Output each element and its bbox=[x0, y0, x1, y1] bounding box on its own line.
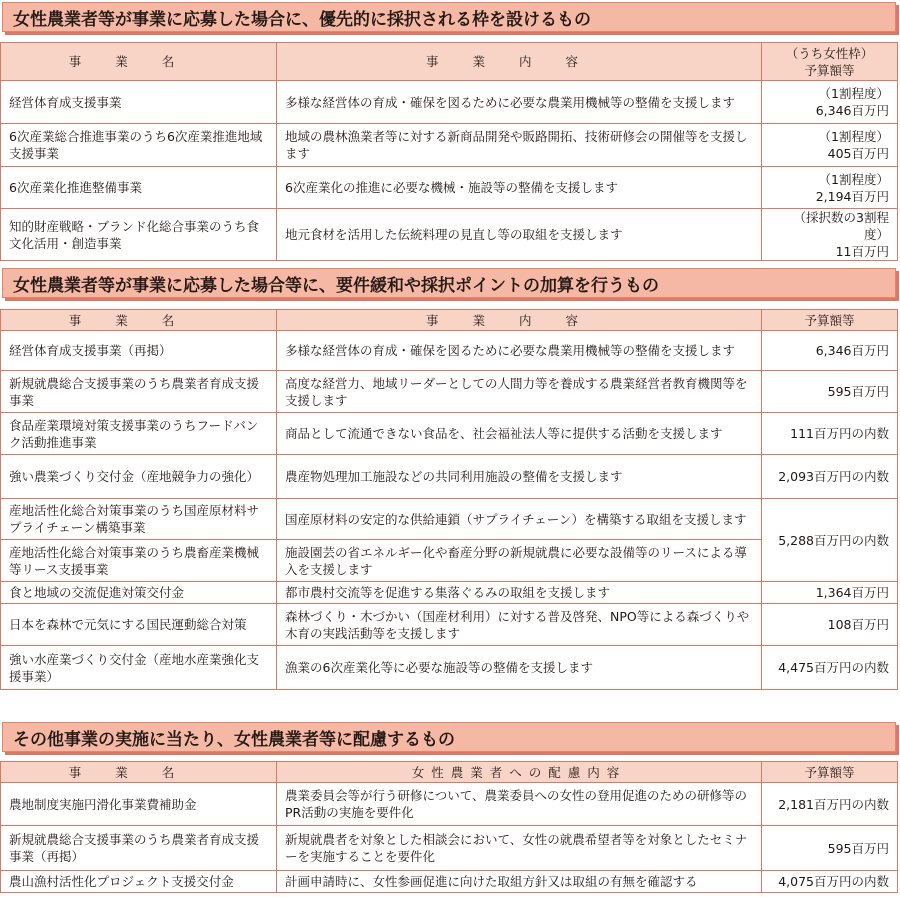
row-name: 6次産業化推進整備事業 bbox=[1, 167, 277, 209]
row-content: 都市農村交流等を促進する集落ぐるみの取組を支援します bbox=[277, 582, 762, 604]
table-row bbox=[1, 209, 898, 261]
row-content: 多様な経営体の育成・確保を図るために必要な農業用機械等の整備を支援します bbox=[277, 81, 762, 124]
row-budget: （1割程度） 6,346百万円 bbox=[762, 81, 898, 124]
table-row bbox=[1, 331, 898, 371]
table-row bbox=[1, 826, 898, 871]
row-budget: 2,181百万円の内数 bbox=[762, 783, 898, 826]
table-row bbox=[1, 783, 898, 826]
row-budget: 5,288百万円の内数 bbox=[762, 499, 898, 582]
row-name: 知的財産戦略・ブランド化総合事業のうち食文化活用・創造事業 bbox=[1, 209, 277, 261]
col-header-budget: 予算額等 bbox=[762, 310, 898, 331]
row-name: 農地制度実施円滑化事業費補助金 bbox=[1, 783, 277, 826]
col-header-name: 事業名 bbox=[1, 43, 277, 81]
table-row bbox=[1, 167, 898, 209]
row-name: 新規就農総合支援事業のうち農業者育成支援事業（再掲） bbox=[1, 826, 277, 871]
section-3-table bbox=[0, 761, 898, 893]
table-row bbox=[1, 124, 898, 167]
col-header-name: 事業名 bbox=[1, 310, 277, 331]
row-name: 食と地域の交流促進対策交付金 bbox=[1, 582, 277, 604]
section-1-table bbox=[0, 42, 898, 261]
table-row bbox=[1, 604, 898, 646]
col-header-budget: 予算額等 bbox=[762, 762, 898, 783]
col-header-budget bbox=[762, 43, 898, 81]
section-3-title: その他事業の実施に当たり、女性農業者等に配慮するもの bbox=[2, 722, 896, 752]
table-row bbox=[1, 646, 898, 690]
table-row bbox=[1, 582, 898, 604]
row-budget: 6,346百万円 bbox=[762, 331, 898, 371]
col-header-content: 事業内容 bbox=[277, 43, 762, 81]
row-content: 国産原材料の安定的な供給連鎖（サプライチェーン）を構築する取組を支援します bbox=[277, 499, 762, 540]
row-name: 新規就農総合支援事業のうち農業者育成支援事業 bbox=[1, 371, 277, 413]
table-row bbox=[1, 455, 898, 499]
row-name: 経営体育成支援事業 bbox=[1, 81, 277, 124]
row-name: 農山漁村活性化プロジェクト支援交付金 bbox=[1, 871, 277, 893]
row-content: 商品として流通できない食品を、社会福祉法人等に提供する活動を支援します bbox=[277, 413, 762, 455]
table-row bbox=[1, 499, 898, 540]
row-budget: 1,364百万円 bbox=[762, 582, 898, 604]
col-header-name: 事業名 bbox=[1, 762, 277, 783]
row-content: 地域の農林漁業者等に対する新商品開発や販路開拓、技術研修会の開催等を支援します bbox=[277, 124, 762, 167]
section-1-title: 女性農業者等が事業に応募した場合に、優先的に採択される枠を設けるもの bbox=[2, 2, 896, 32]
row-content: 森林づくり・木づかい（国産材利用）に対する普及啓発、NPO等による森づくりや木育の実践活動等を支援します bbox=[277, 604, 762, 646]
table-row bbox=[1, 81, 898, 124]
budget-header-label: 予算額等 bbox=[804, 62, 855, 78]
row-name: 食品産業環境対策支援事業のうちフードバンク活動推進事業 bbox=[1, 413, 277, 455]
row-content: 農産物処理加工施設などの共同利用施設の整備を支援します bbox=[277, 455, 762, 499]
row-name: 日本を森林で元気にする国民運動総合対策 bbox=[1, 604, 277, 646]
row-name: 強い水産業づくり交付金（産地水産業強化支援事業） bbox=[1, 646, 277, 690]
row-budget: 111百万円の内数 bbox=[762, 413, 898, 455]
table-row bbox=[1, 371, 898, 413]
budget-header-note: （うち女性枠） bbox=[785, 45, 874, 61]
row-content: 地元食材を活用した伝統料理の見直し等の取組を支援します bbox=[277, 209, 762, 261]
row-budget: 4,475百万円の内数 bbox=[762, 646, 898, 690]
row-name: 産地活性化総合対策事業のうち国産原材料サプライチェーン構築事業 bbox=[1, 499, 277, 540]
row-budget: 4,075百万円の内数 bbox=[762, 871, 898, 893]
row-content: 新規就農者を対象とした相談会において、女性の就農希望者等を対象としたセミナーを実施することを要件化 bbox=[277, 826, 762, 871]
row-budget: （1割程度） 2,194百万円 bbox=[762, 167, 898, 209]
section-2-table bbox=[0, 309, 898, 690]
row-content: 多様な経営体の育成・確保を図るために必要な農業用機械等の整備を支援します bbox=[277, 331, 762, 371]
row-content: 施設園芸の省エネルギー化や畜産分野の新規就農に必要な設備等のリースによる導入を支援します bbox=[277, 540, 762, 582]
table-row bbox=[1, 871, 898, 893]
row-content: 6次産業化の推進に必要な機械・施設等の整備を支援します bbox=[277, 167, 762, 209]
row-name: 経営体育成支援事業（再掲） bbox=[1, 331, 277, 371]
table-header-row bbox=[1, 43, 898, 81]
section-2-title: 女性農業者等が事業に応募した場合等に、要件緩和や採択ポイントの加算を行うもの bbox=[2, 268, 896, 298]
row-content: 漁業の6次産業化等に必要な施設等の整備を支援します bbox=[277, 646, 762, 690]
col-header-content: 事業内容 bbox=[277, 310, 762, 331]
row-budget: （採択数の3割程度） 11百万円 bbox=[762, 209, 898, 261]
col-header-content: 女性農業者への配慮内容 bbox=[277, 762, 762, 783]
row-budget: 2,093百万円の内数 bbox=[762, 455, 898, 499]
row-content: 計画申請時に、女性参画促進に向けた取組方針又は取組の有無を確認する bbox=[277, 871, 762, 893]
row-budget: 595百万円 bbox=[762, 371, 898, 413]
row-name: 強い農業づくり交付金（産地競争力の強化） bbox=[1, 455, 277, 499]
row-budget: 595百万円 bbox=[762, 826, 898, 871]
row-content: 高度な経営力、地域リーダーとしての人間力等を養成する農業経営者教育機関等を支援します bbox=[277, 371, 762, 413]
row-name: 産地活性化総合対策事業のうち農畜産業機械等リース支援事業 bbox=[1, 540, 277, 582]
row-budget: 108百万円 bbox=[762, 604, 898, 646]
table-header-row bbox=[1, 762, 898, 783]
table-header-row bbox=[1, 310, 898, 331]
table-row bbox=[1, 413, 898, 455]
row-name: 6次産業総合推進事業のうち6次産業推進地域支援事業 bbox=[1, 124, 277, 167]
row-content: 農業委員会等が行う研修について、農業委員への女性の登用促進のための研修等のPR活動の実施を要件化 bbox=[277, 783, 762, 826]
row-budget: （1割程度） 405百万円 bbox=[762, 124, 898, 167]
